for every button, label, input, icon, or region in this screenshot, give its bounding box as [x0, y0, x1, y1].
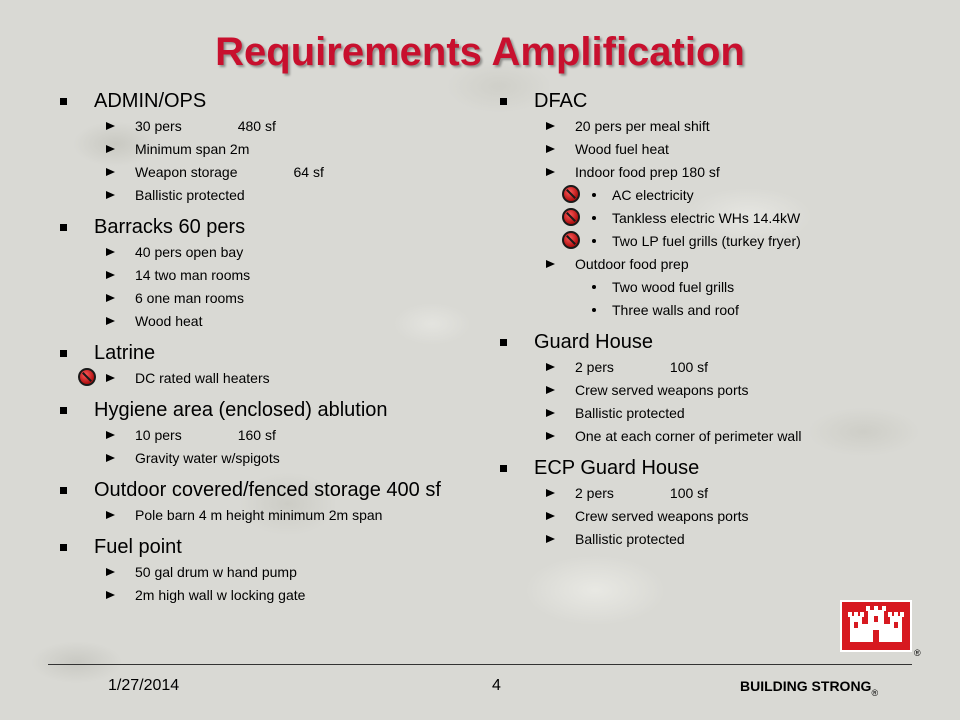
bullet-label: 20 pers per meal shift — [575, 117, 710, 134]
logo-registered-mark: ® — [914, 648, 921, 658]
section-heading — [60, 88, 470, 114]
sub-bullet — [60, 446, 470, 469]
square-bullet-icon — [60, 407, 67, 414]
bullet-section — [500, 455, 880, 550]
bullet-text — [575, 531, 685, 547]
usace-logo — [840, 600, 921, 658]
triangle-bullet-icon — [106, 294, 115, 302]
square-bullet-icon — [500, 98, 507, 105]
section-heading — [60, 340, 470, 366]
bullet-label: Ballistic protected — [575, 530, 685, 547]
sub-bullet — [500, 424, 880, 447]
bullet-label: AC electricity — [612, 186, 694, 203]
bullet-text — [575, 141, 669, 157]
bullet-text — [575, 359, 708, 375]
bullet-text — [135, 244, 243, 260]
bullet-text — [135, 564, 297, 580]
triangle-bullet-icon — [546, 512, 555, 520]
section-heading — [60, 534, 470, 560]
no-symbol-icon — [562, 231, 580, 249]
bullet-label: Tankless electric WHs 14.4kW — [612, 209, 801, 226]
bullet-label: 14 two man rooms — [135, 266, 251, 283]
bullet-section — [60, 534, 470, 606]
sub-bullet — [60, 137, 470, 160]
section-heading-text: Latrine — [94, 342, 156, 364]
bullet-label: Three walls and roof — [612, 301, 739, 318]
bullet-label: 2 pers — [575, 358, 614, 375]
bullet-label: 6 one man rooms — [135, 289, 244, 306]
sub-bullet — [60, 309, 470, 332]
bullet-text — [135, 507, 382, 523]
sub-sub-bullet — [500, 229, 880, 252]
triangle-bullet-icon — [546, 489, 555, 497]
square-bullet-icon — [60, 350, 67, 357]
sub-bullet — [500, 137, 880, 160]
bullet-section — [500, 88, 880, 321]
square-bullet-icon — [60, 224, 67, 231]
section-heading-text: ECP Guard House — [534, 457, 700, 479]
sub-bullet — [500, 160, 880, 183]
sub-bullet — [60, 114, 470, 137]
bullet-text — [135, 313, 202, 329]
bullet-text — [135, 141, 249, 157]
bullet-value: 100 sf — [669, 358, 709, 375]
sub-bullet — [500, 252, 880, 275]
triangle-bullet-icon — [106, 317, 115, 325]
sub-bullet — [60, 423, 470, 446]
right-column — [500, 88, 880, 558]
square-bullet-icon — [500, 339, 507, 346]
bullet-label: 50 gal drum w hand pump — [135, 563, 297, 580]
bullet-label: 2 pers — [575, 484, 614, 501]
no-symbol-icon — [78, 368, 96, 386]
dot-bullet-icon — [592, 239, 596, 243]
sub-bullet — [60, 560, 470, 583]
tagline-registered-mark: ® — [871, 688, 879, 698]
triangle-bullet-icon — [546, 145, 555, 153]
no-symbol-icon — [562, 208, 580, 226]
bullet-text — [135, 370, 270, 386]
square-bullet-icon — [60, 544, 67, 551]
bullet-section — [60, 340, 470, 389]
triangle-bullet-icon — [546, 386, 555, 394]
sub-bullet — [60, 583, 470, 606]
bullet-section — [60, 214, 470, 332]
sub-bullet — [500, 355, 880, 378]
bullet-value: 480 sf — [237, 117, 276, 134]
triangle-bullet-icon — [546, 363, 555, 371]
triangle-bullet-icon — [106, 591, 115, 599]
sub-bullet — [500, 481, 880, 504]
bullet-text — [135, 290, 244, 306]
bullet-label: Ballistic protected — [135, 186, 245, 203]
bullet-section — [60, 88, 470, 206]
bullet-value: 160 sf — [237, 426, 276, 443]
triangle-bullet-icon — [106, 248, 115, 256]
sub-bullet — [60, 160, 470, 183]
section-heading — [60, 214, 470, 240]
bullet-label: Minimum span 2m — [135, 140, 250, 157]
bullet-text — [575, 508, 749, 524]
section-heading-text: Hygiene area (enclosed) ablution — [94, 399, 388, 421]
triangle-bullet-icon — [106, 511, 115, 519]
bullet-label: 40 pers open bay — [135, 243, 244, 260]
triangle-bullet-icon — [106, 454, 115, 462]
bullet-section — [500, 329, 880, 447]
square-bullet-icon — [60, 98, 67, 105]
left-column — [60, 88, 470, 614]
footer-tagline — [740, 678, 878, 698]
sub-bullet — [60, 366, 470, 389]
section-heading-text: Barracks 60 pers — [94, 216, 246, 238]
section-heading — [60, 397, 470, 423]
bullet-label: Two LP fuel grills (turkey fryer) — [612, 232, 801, 249]
slide-title: Requirements Amplification — [215, 30, 745, 74]
section-heading-text: DFAC — [534, 90, 588, 112]
bullet-label: Weapon storage — [135, 163, 238, 180]
bullet-label: Wood fuel heat — [575, 140, 669, 157]
sub-bullet — [60, 183, 470, 206]
bullet-text — [135, 450, 280, 466]
section-heading-text: ADMIN/OPS — [94, 90, 207, 112]
page-number: 4 — [492, 677, 501, 694]
bullet-text — [575, 428, 801, 444]
bullet-label: Ballistic protected — [575, 404, 685, 421]
sub-bullet — [500, 378, 880, 401]
triangle-bullet-icon — [106, 374, 115, 382]
section-heading-text: Fuel point — [94, 536, 182, 558]
castle-logo-icon — [840, 600, 912, 652]
section-heading — [60, 477, 470, 503]
bullet-label: Indoor food prep 180 sf — [575, 163, 720, 180]
triangle-bullet-icon — [546, 260, 555, 268]
bullet-text — [135, 267, 250, 283]
bullet-label: 30 pers — [135, 117, 182, 134]
bullet-label: One at each corner of perimeter wall — [575, 427, 802, 444]
bullet-text — [575, 485, 708, 501]
triangle-bullet-icon — [106, 431, 115, 439]
bullet-label: 2m high wall w locking gate — [135, 586, 306, 603]
bullet-text — [135, 187, 245, 203]
sub-sub-bullet — [500, 275, 880, 298]
bullet-text — [575, 118, 710, 134]
sub-bullet — [60, 503, 470, 526]
bullet-text — [575, 256, 689, 272]
triangle-bullet-icon — [106, 271, 115, 279]
bullet-label: Gravity water w/spigots — [135, 449, 280, 466]
bullet-text — [575, 405, 685, 421]
sub-sub-bullet — [500, 206, 880, 229]
bullet-value: 100 sf — [669, 484, 709, 501]
sub-bullet — [500, 114, 880, 137]
bullet-text — [135, 118, 276, 134]
triangle-bullet-icon — [106, 168, 115, 176]
triangle-bullet-icon — [546, 409, 555, 417]
sub-bullet — [500, 527, 880, 550]
bullet-value: 64 sf — [293, 163, 324, 180]
bullet-label: Two wood fuel grills — [612, 278, 735, 295]
triangle-bullet-icon — [546, 535, 555, 543]
tagline-text: BUILDING STRONG — [740, 678, 872, 694]
sub-bullet — [500, 401, 880, 424]
triangle-bullet-icon — [546, 168, 555, 176]
triangle-bullet-icon — [106, 145, 115, 153]
sub-sub-bullet — [500, 183, 880, 206]
bullet-label: Crew served weapons ports — [575, 507, 749, 524]
footer-date: 1/27/2014 — [108, 677, 180, 694]
sub-bullet — [60, 263, 470, 286]
bullet-text — [135, 427, 276, 443]
bullet-label: Pole barn 4 m height minimum 2m span — [135, 506, 383, 523]
dot-bullet-icon — [592, 285, 596, 289]
square-bullet-icon — [500, 465, 507, 472]
triangle-bullet-icon — [106, 191, 115, 199]
dot-bullet-icon — [592, 193, 596, 197]
bullet-label: Crew served weapons ports — [575, 381, 749, 398]
no-symbol-icon — [562, 185, 580, 203]
section-heading-text: Guard House — [534, 331, 653, 353]
triangle-bullet-icon — [546, 432, 555, 440]
section-heading-text: Outdoor covered/fenced storage 400 sf — [94, 479, 441, 501]
bullet-text — [575, 382, 749, 398]
bullet-section — [60, 397, 470, 469]
sub-bullet — [500, 504, 880, 527]
bullet-text — [135, 587, 305, 603]
dot-bullet-icon — [592, 216, 596, 220]
bullet-label: Outdoor food prep — [575, 255, 689, 272]
bullet-label: DC rated wall heaters — [135, 369, 270, 386]
sub-bullet — [60, 286, 470, 309]
sub-bullet — [60, 240, 470, 263]
section-heading — [500, 88, 880, 114]
footer-divider — [48, 664, 912, 665]
bullet-label: 10 pers — [135, 426, 182, 443]
triangle-bullet-icon — [106, 122, 115, 130]
bullet-label: Wood heat — [135, 312, 203, 329]
section-heading — [500, 329, 880, 355]
section-heading — [500, 455, 880, 481]
bullet-text — [575, 164, 720, 180]
dot-bullet-icon — [592, 308, 596, 312]
bullet-section — [60, 477, 470, 526]
bullet-text — [135, 164, 324, 180]
square-bullet-icon — [60, 487, 67, 494]
triangle-bullet-icon — [546, 122, 555, 130]
triangle-bullet-icon — [106, 568, 115, 576]
sub-sub-bullet — [500, 298, 880, 321]
